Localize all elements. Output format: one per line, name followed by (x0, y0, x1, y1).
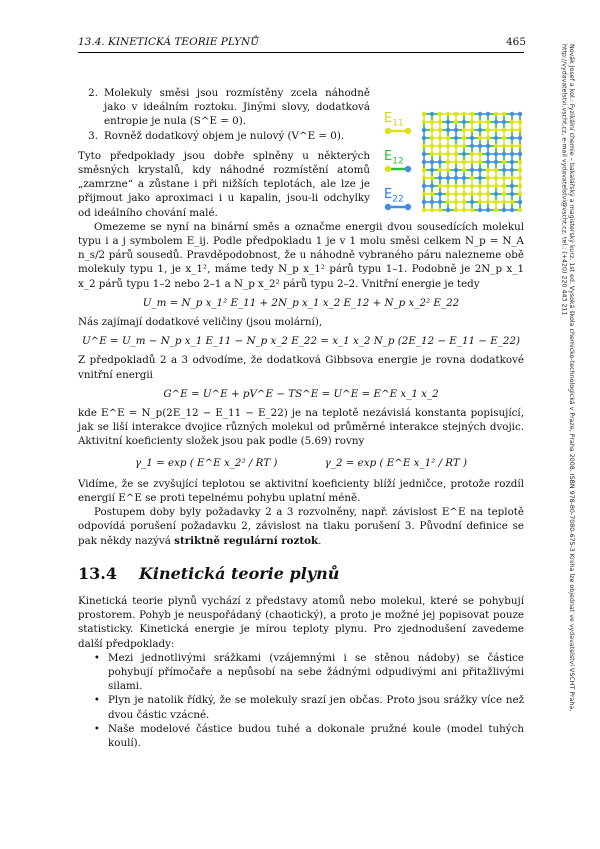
equation-activity-coefficients (78, 456, 524, 470)
equation-internal-energy: U_m = N_p x_1² E_11 + 2N_p x_1 x_2 E_12 + N_p x_2² E_22 (142, 296, 460, 309)
equation-gibbs-energy: G^E = U^E + pV^E − TS^E = U^E = E^E x_1 x_2 (163, 387, 439, 400)
paragraph: Kinetická teorie plynů vychází z představy atomů nebo molekul, které se pohybují prostorem. Pohyb je neuspořádaný (chaotický), a proto je možné jej popisovat pouze statisticky. Kinetická energie je mírou teploty plynu. Pro zjednodušení zavedeme další předpoklady: (78, 594, 524, 650)
defined-term: striktně regulární roztok (174, 534, 319, 547)
section-number: 13.4 (78, 563, 117, 583)
equation-excess-energy: U^E = U_m − N_p x_1 E_11 − N_p x_2 E_22 = x_1 x_2 N_p (2E_12 − E_11 − E_22) (81, 335, 521, 348)
paragraph: kde E^E = N_p(2E_12 − E_11 − E_22) je na teplotě nezávislá konstanta popisující, jak se liší interakce dvojice různých molekul od průměrné interakce stejných dvojic. Aktivitní koeficienty složek jsou pak podle (5.69) rovny (78, 407, 524, 448)
main-text (78, 86, 524, 750)
assumption-text: Molekuly směsi jsou rozmístěny zcela náhodně jako v ideálním roztoku. Jinými slovy, dodatková entropie je nula (S^E = 0). (104, 87, 370, 128)
paragraph: Z předpokladů 2 a 3 odvodíme, že dodatková Gibbsova energie je rovna dodatkové vnitřní energii (78, 354, 524, 381)
paragraph: Omezeme se nyní na binární směs a označme energii dvou sousedících molekul typu i a j symbolem E_ij. Podle předpokladu 1 je v 1 molu směsi celkem N_p = N_A n_s/2 párů sousedů. Pravděpodobnost, že u náhodně vybraného páru nalezneme obě molekuly typu 1, je x_1², máme tedy N_p x_1² párů typu 1–1. Podobně je 2N_p x_1 x_2 párů typu 1–2 nebo 2–1 a N_p x_2² párů typu 2–2. Vnitřní energie je tedy (78, 220, 524, 290)
assumption-item (78, 86, 370, 129)
legend-e11-label: $E_{11}$ (384, 111, 404, 129)
paragraph: Vidíme, že se zvyšující teplotou se aktivitní koeficienty blíží jedničce, protože rozdíl energií E^E se proti tepelnému pohybu uplatní méně. (78, 477, 524, 505)
assumption-number: 2. (88, 87, 98, 99)
page-number: 465 (506, 36, 527, 48)
equation-gamma-2: γ_2 = exp ( E^E x_1² / RT ) (324, 456, 468, 469)
section-heading (78, 564, 524, 584)
legend-e12-label: $E_{12}$ (384, 149, 404, 167)
paragraph: Tyto předpoklady jsou dobře splněny u některých směsných krystalů, kdy náhodné rozmístění atomů „zamrzne“ a zůstane i při nižších teplotách, ale lze je přijmout jako aproximaci i u kapalin, jsou-li odchylky od ideálního chování malé. (78, 149, 370, 219)
side-copyright-note: Novák Josef a kol.: Fyzikální chemie – bakalářský a magisterský kurz. 1st ed. Vysoká škola chemicko-technologická v Praze, Praha 2008. ISBN 978-80-7080-675-3 Kniha lze objednat ve vydavatelství VŠCHT Praha, http://vydavatelstvi.vscht.cz, e-mail vydavatelstvi@vscht.cz, tel.: (+420) 220 443 211 (560, 44, 575, 712)
bullet-list (78, 651, 524, 750)
assumption-list (78, 86, 370, 143)
paragraph-text: . (318, 534, 322, 547)
header-rule (78, 52, 524, 53)
paragraph-text: Postupem doby byly požadavky 2 a 3 rozvolněny, např. závislost E^E na teplotě odpovídá porušení požadavku 2, závislost na tlaku porušení 3. Původní definice se pak někdy nazývá (78, 506, 524, 547)
assumption-item (78, 129, 370, 143)
section-title: Kinetická teorie plynů (138, 563, 340, 583)
bullet-item (78, 651, 524, 694)
assumption-text: Rovněž dodatkový objem je nulový (V^E = 0). (104, 129, 345, 142)
bullet-icon: • (93, 651, 100, 664)
bullet-text: Naše modelové částice budou tuhé a dokonale pružné koule (model tuhých koulí). (108, 722, 524, 749)
paragraph: Nás zajímají dodatkové veličiny (jsou molární), (78, 316, 323, 329)
paragraph (78, 505, 524, 548)
equation-gamma-1: γ_1 = exp ( E^E x_2² / RT ) (134, 456, 278, 469)
running-header-section: 13.4. KINETICKÁ TEORIE PLYNŮ (78, 36, 260, 48)
bullet-text: Plyn je natolik řídký, že se molekuly srazí jen občas. Proto jsou srážky více než dvou částic vzácné. (108, 694, 524, 721)
assumption-number: 3. (88, 129, 98, 142)
legend-e22-label: $E_{22}$ (384, 187, 404, 205)
bullet-text: Mezi jednotlivými srážkami (vzájemnými i se stěnou nádoby) se částice pohybují přímočaře a nepůsobí na sebe žádnými odpudivými ani přitažlivými silami. (108, 651, 524, 693)
bullet-item (78, 722, 524, 750)
bullet-icon: • (93, 722, 100, 735)
bullet-icon: • (93, 694, 100, 707)
bullet-item (78, 693, 524, 721)
